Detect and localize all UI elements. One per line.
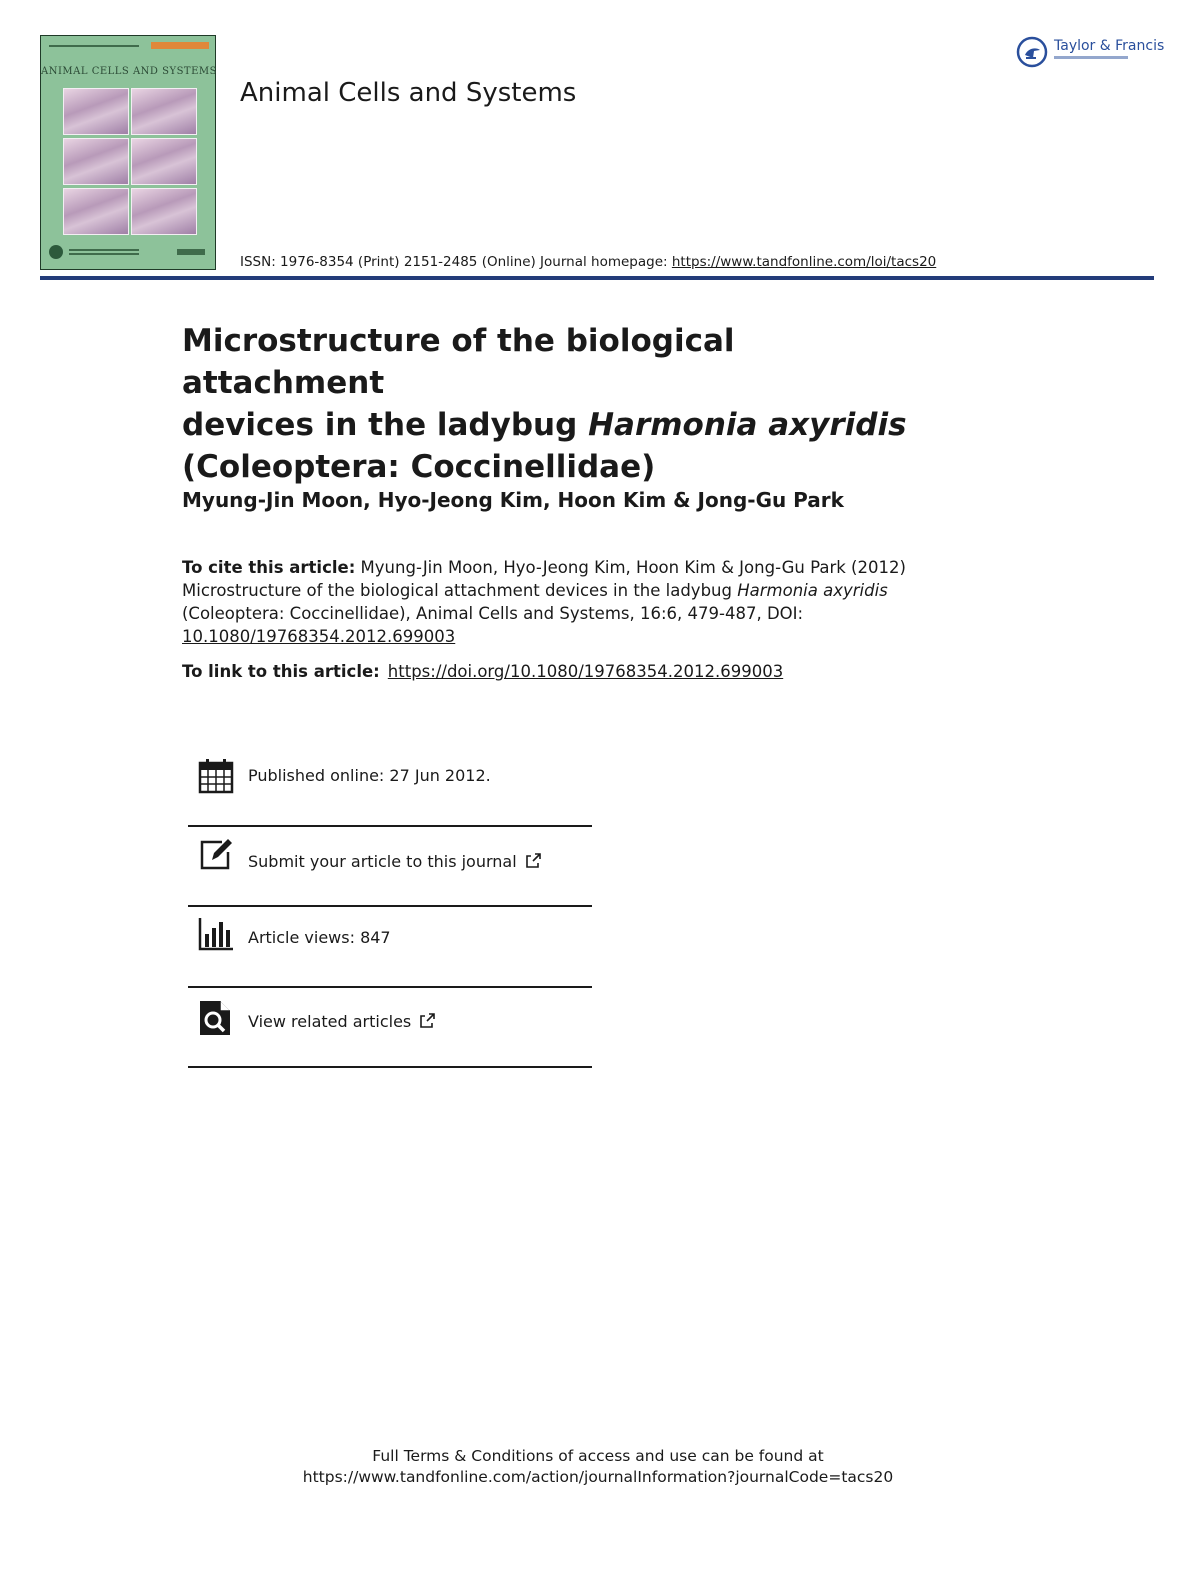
published-row bbox=[188, 752, 592, 832]
article-authors: Myung-Jin Moon, Hyo-Jeong Kim, Hoon Kim & Jong-Gu Park bbox=[182, 488, 844, 512]
external-link-icon bbox=[525, 853, 541, 869]
info-divider-4 bbox=[188, 1066, 592, 1068]
info-divider-1 bbox=[188, 825, 592, 827]
bar-chart-icon bbox=[198, 916, 234, 952]
submit-article-link[interactable]: Submit your article to this journal bbox=[248, 852, 541, 871]
citation-block: To cite this article: Myung-Jin Moon, Hyo-Jeong Kim, Hoon Kim & Jong-Gu Park (2012) Microstructure of the biological attachment devices in the ladybug Harmonia axyridis (Coleoptera: Coccinellidae), Animal Cells and Systems, 16:6, 479-487, DOI: 10.1080/19768354.2012.699003 bbox=[182, 558, 906, 646]
link-label: To link to this article: bbox=[182, 662, 380, 681]
taylor-francis-logo[interactable] bbox=[1016, 36, 1165, 70]
article-views-count: Article views: 847 bbox=[248, 928, 391, 947]
article-title: Microstructure of the biological attachment devices in the ladybug Harmonia axyridis (Coleoptera: Coccinellidae) bbox=[182, 323, 907, 485]
related-articles-row[interactable] bbox=[188, 991, 592, 1071]
journal-cover-image bbox=[40, 35, 216, 270]
terms-url[interactable]: https://www.tandfonline.com/action/journalInformation?journalCode=tacs20 bbox=[302, 1468, 894, 1486]
info-divider-2 bbox=[188, 905, 592, 907]
calendar-icon bbox=[198, 758, 234, 794]
submit-article-row[interactable] bbox=[188, 830, 592, 910]
published-date: Published online: 27 Jun 2012. bbox=[248, 766, 491, 785]
terms-footer bbox=[0, 1446, 1196, 1488]
issn-line bbox=[240, 254, 936, 270]
journal-name: Animal Cells and Systems bbox=[240, 78, 577, 108]
terms-text: Full Terms & Conditions of access and use can be found at bbox=[372, 1447, 824, 1465]
species-name: Harmonia axyridis bbox=[588, 407, 907, 443]
cover-micrographs bbox=[63, 88, 197, 236]
issn-text: ISSN: 1976-8354 (Print) 2151-2485 (Online) Journal homepage: bbox=[240, 254, 672, 270]
related-articles-link[interactable]: View related articles bbox=[248, 1012, 435, 1031]
taylor-francis-emblem-icon bbox=[1016, 36, 1048, 68]
external-link-icon bbox=[419, 1013, 435, 1029]
publisher-name: Taylor & Francis bbox=[1054, 38, 1165, 54]
cover-topbar bbox=[47, 42, 209, 52]
cover-footer bbox=[49, 245, 209, 261]
article-link-line bbox=[182, 662, 783, 681]
related-articles-icon bbox=[198, 999, 234, 1035]
citation-label: To cite this article: bbox=[182, 558, 356, 577]
info-divider-3 bbox=[188, 986, 592, 988]
article-views-row bbox=[188, 910, 592, 990]
cover-title: ANIMAL CELLS AND SYSTEMS bbox=[41, 66, 217, 77]
citation-doi-link[interactable]: 10.1080/19768354.2012.699003 bbox=[182, 627, 456, 646]
edit-icon bbox=[198, 836, 234, 872]
journal-homepage-link[interactable]: https://www.tandfonline.com/loi/tacs20 bbox=[671, 254, 937, 270]
header-divider bbox=[40, 276, 1154, 280]
publisher-tagline bbox=[1054, 56, 1128, 59]
article-doi-url[interactable]: https://doi.org/10.1080/19768354.2012.699003 bbox=[387, 662, 784, 681]
